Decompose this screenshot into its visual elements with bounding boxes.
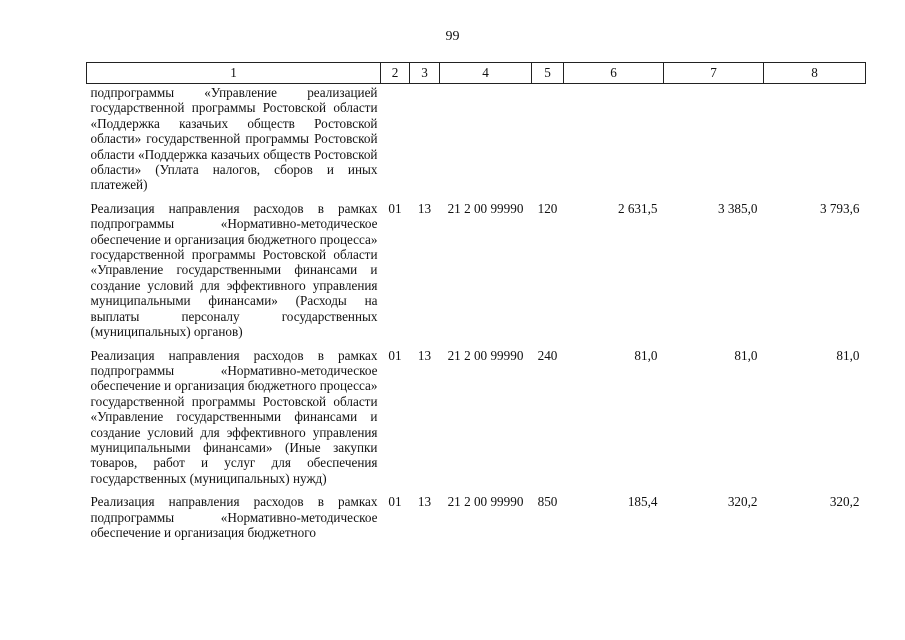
budget-table: [86, 62, 866, 546]
row-description: Реализация направления расходов в рамках подпрограммы «Нормативно-методическое обеспечение и организация бюджетного процесса» государственной программы Ростовской области «Управление государственными финансами и создание условий для эффективного управления муниципальными финансами» (Расходы на выплаты персоналу государственных (муниципальных) органов): [90, 200, 378, 340]
header-col-7: 7: [664, 63, 764, 84]
row-subsection: 13: [417, 347, 432, 363]
row-amount-3: 320,2: [829, 494, 860, 510]
row-amount-1: 185,4: [627, 494, 658, 510]
header-col-1: 1: [87, 63, 381, 84]
page-number: 99: [445, 29, 460, 44]
header-col-6: 6: [564, 63, 664, 84]
row-amount-3: [764, 84, 866, 199]
row-subsection: [410, 84, 440, 199]
table-header-row: [87, 63, 866, 84]
row-amount-1: 2 631,5: [617, 200, 658, 216]
row-amount-1: [564, 84, 664, 199]
row-amount-2: 3 385,0: [717, 200, 758, 216]
row-amount-2: 81,0: [734, 347, 758, 363]
row-section: 01: [388, 200, 402, 216]
row-description: Реализация направления расходов в рамках подпрограммы «Нормативно-методическое обеспечение и организация бюджетного процесса» государственной программы Ростовской области «Управление государственными финансами и создание условий для эффективного управления муниципальными финансами» (Иные закупки товаров, работ и услуг для обеспечения государственных (муниципальных) нужд): [90, 347, 378, 486]
row-amount-1: 81,0: [634, 347, 658, 363]
row-expense-type: 120: [537, 200, 558, 216]
header-col-3: 3: [410, 63, 440, 84]
row-amount-2: [664, 84, 764, 199]
row-expense-type: [532, 84, 564, 199]
header-col-4: 4: [440, 63, 532, 84]
row-target-article: [440, 84, 532, 199]
row-amount-3: 81,0: [836, 347, 860, 363]
row-description: Реализация направления расходов в рамках подпрограммы «Нормативно-методическое обеспечение и организация бюджетного: [90, 494, 378, 540]
row-subsection: 13: [417, 200, 432, 216]
row-amount-3: 3 793,6: [819, 200, 860, 216]
row-description: подпрограммы «Управление реализацией государственной программы Ростовской области «Поддержка казачьих обществ Ростовской области» государственной программы Ростовской области «Поддержка казачьих обществ Ростовской области» (Уплата налогов, сборов и иных платежей): [90, 85, 378, 193]
table-row: [87, 346, 866, 493]
header-col-2: 2: [381, 63, 410, 84]
row-subsection: 13: [417, 494, 432, 510]
row-expense-type: 240: [537, 347, 558, 363]
row-amount-2: 320,2: [727, 494, 758, 510]
row-section: 01: [388, 347, 402, 363]
table-row: [87, 492, 866, 546]
row-section: 01: [388, 494, 402, 510]
table-row: [87, 199, 866, 346]
row-expense-type: 850: [537, 494, 558, 510]
header-col-5: 5: [532, 63, 564, 84]
row-section: [381, 84, 410, 199]
table-row: [87, 84, 866, 199]
header-col-8: 8: [764, 63, 866, 84]
row-target-article: 21 2 00 99990: [447, 200, 524, 216]
row-target-article: 21 2 00 99990: [447, 347, 524, 363]
row-target-article: 21 2 00 99990: [447, 494, 524, 510]
